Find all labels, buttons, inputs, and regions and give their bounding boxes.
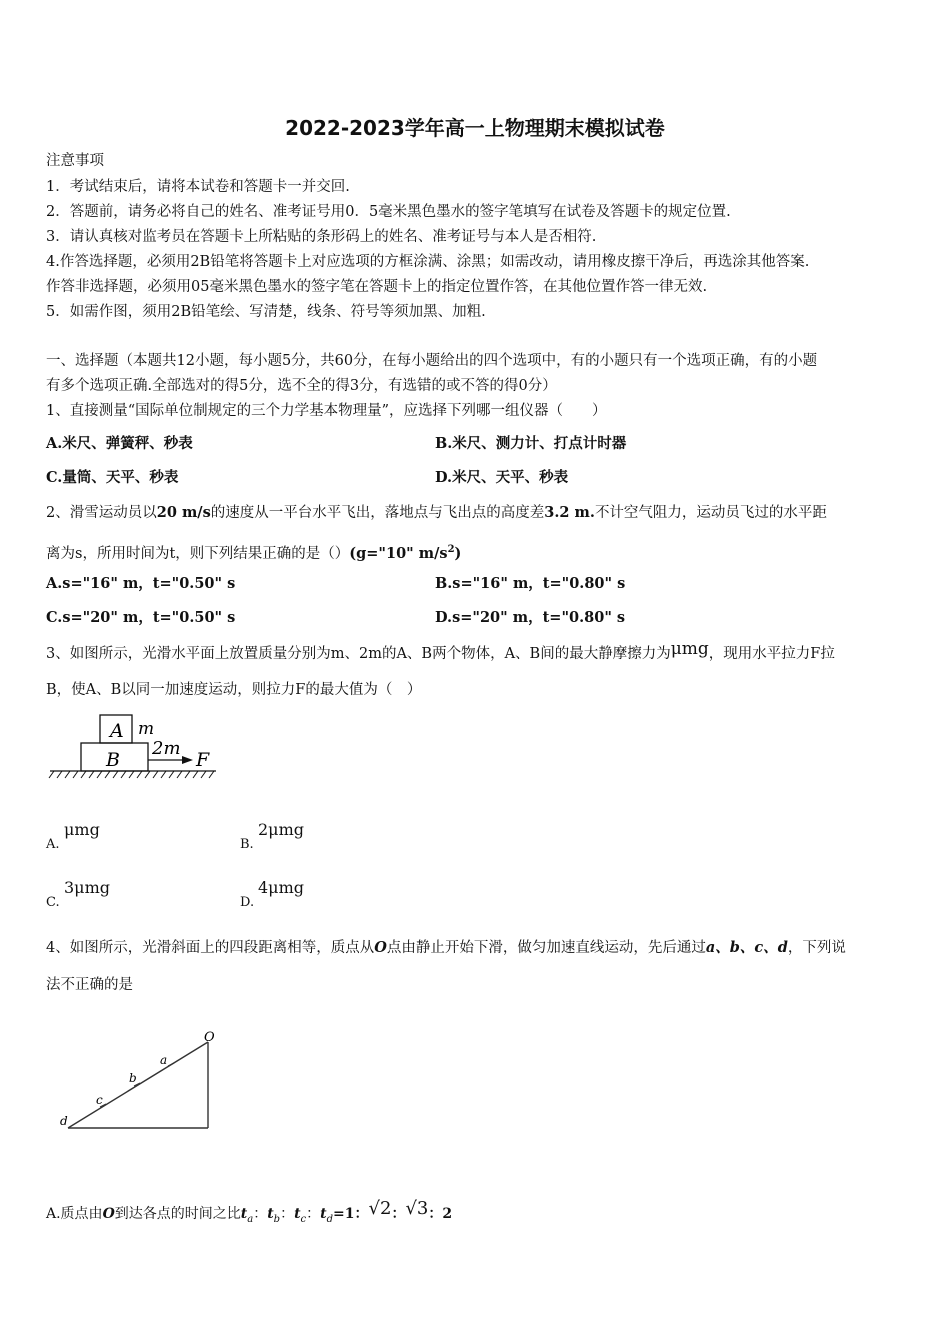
label-b: b (129, 1071, 137, 1085)
notice-item-4-cont: 作答非选择题，必须用05毫米黑色墨水的签字笔在答题卡上的指定位置作答，在其他位置作答一律无效. (46, 279, 708, 295)
q1-option-b: B.米尺、测力计、打点计时器 (435, 435, 627, 452)
q1-option-a: A.米尺、弹簧秤、秒表 (46, 435, 193, 452)
q1-option-c: C.量筒、天平、秒表 (46, 469, 179, 486)
q3-option-a-letter: A. (46, 837, 60, 852)
q2-option-a: A.s="16" m，t="0.50" s (46, 575, 236, 592)
q2-speed: 20 m/s (156, 504, 211, 521)
q2-stem-1e: 不计空气阻力，运动员飞过的水平距 (594, 505, 827, 521)
q4-a-sqrt2: √2 (368, 1198, 392, 1219)
q3-stem-1b: ，现用水平拉力F拉 (708, 646, 835, 662)
q3-option-a-value: μmg (64, 820, 100, 839)
q2-stem-line1 (46, 503, 827, 523)
q4-stem-line2: 法不正确的是 (46, 977, 133, 993)
q3-option-c-letter: C. (46, 895, 60, 910)
q4-stem-line1 (46, 938, 846, 958)
q2-stem-line2 (46, 540, 461, 564)
q4-a-sub-c: c (300, 1213, 307, 1225)
label-d: d (60, 1114, 68, 1128)
q4-a-text-1: A.质点由 (46, 1206, 103, 1222)
ground-hatching (49, 771, 214, 778)
q3-option-d-value: 4μmg (258, 878, 304, 897)
q2-g-close: ) (454, 544, 462, 562)
notice-item-5: 5．如需作图，须用2B铅笔绘、写清楚，线条、符号等须加黑、加粗. (46, 304, 486, 320)
q4-a-sqrt3: √3 (405, 1198, 429, 1219)
q2-option-d: D.s="20" m，t="0.80" s (435, 609, 626, 626)
q4-stem-1c: ，下列说 (787, 940, 846, 956)
q4-stem-1a: 4、如图所示，光滑斜面上的四段距离相等，质点从 (46, 940, 375, 956)
q3-max-friction: μmg (670, 639, 709, 659)
q3-stem-line1 (46, 639, 835, 664)
q3-figure-blocks (48, 710, 223, 785)
notice-item-2: 2．答题前，请务必将自己的姓名、准考证号用0．5毫米黑色墨水的签字笔填写在试卷及答题卡的规定位置. (46, 204, 731, 220)
q1-stem: 1、直接测量“国际单位制规定的三个力学基本物理量”，应选择下列哪一组仪器（ ） (46, 403, 607, 419)
label-2m: 2m (152, 738, 181, 759)
q4-a-sep1: ： (391, 1206, 406, 1222)
q3-option-b-value: 2μmg (258, 820, 304, 839)
q4-a-eq: =1： (333, 1206, 369, 1222)
notice-heading: 注意事项 (46, 153, 104, 169)
notice-item-1: 1．考试结束后，请将本试卷和答题卡一并交回. (46, 179, 350, 195)
q3-option-c-value: 3μmg (64, 878, 110, 897)
label-a: a (160, 1053, 168, 1067)
q4-a-sep2: ： (428, 1206, 443, 1222)
q4-stem-1b: 点由静止开始下滑，做匀加速直线运动，先后通过 (386, 940, 706, 956)
q4-a-sub-b: b (273, 1213, 281, 1225)
q2-g-exponent: 2 (447, 544, 455, 555)
label-b: B (106, 749, 120, 771)
q3-option-d-letter: D. (240, 895, 255, 910)
q2-option-b: B.s="16" m，t="0.80" s (435, 575, 626, 592)
label-o: O (204, 1030, 215, 1045)
incline-slope (68, 1042, 208, 1128)
section-heading-line2: 有多个选项正确.全部选对的得5分，选不全的得3分，有选错的或不答的得0分） (46, 378, 557, 394)
q4-a-t1: t (240, 1206, 248, 1222)
label-a: A (110, 720, 124, 742)
q4-a-t3: t (294, 1206, 301, 1222)
q4-option-a: A.质点由O到达各点的时间之比$t_a$：$t_b$：$t_c$：$t_d=1$：√2：√3：2 (46, 1198, 453, 1225)
q4-point-o: O (374, 939, 387, 956)
q3-stem-1a: 3、如图所示，光滑水平面上放置质量分别为m、2m的A、B两个物体，A、B间的最大静摩擦力为 (46, 646, 671, 662)
label-m: m (138, 719, 155, 739)
q2-stem-1c: 的速度从一平台水平飞出，落地点与飞出点的高度差 (210, 505, 545, 521)
notice-item-3: 3．请认真核对监考员在答题卡上所粘贴的条形码上的姓名、准考证号与本人是否相符. (46, 229, 597, 245)
q4-a-sub-a: a (247, 1213, 254, 1225)
q4-a-end: 2 (442, 1206, 453, 1222)
q3-option-b-letter: B. (240, 837, 254, 852)
q2-stem-2a: 离为s，所用时间为t，则下列结果正确的是（） (46, 545, 350, 562)
q2-stem-1a: 2、滑雪运动员以 (46, 505, 157, 521)
force-arrow-head (182, 756, 193, 764)
q2-option-c: C.s="20" m，t="0.50" s (46, 609, 236, 626)
label-f: F (196, 749, 210, 771)
q2-g-value: (g="10" m/s (349, 544, 448, 562)
q4-a-t4: t (320, 1206, 327, 1222)
q4-points: a、b、c、d (705, 939, 788, 956)
q4-a-t2: t (267, 1206, 274, 1222)
page-title: 2022-2023学年高一上物理期末模拟试卷 (285, 116, 665, 140)
label-c: c (96, 1093, 103, 1107)
q4-a-text-2: 到达各点的时间之比 (114, 1206, 241, 1222)
q1-option-d: D.米尺、天平、秒表 (435, 469, 569, 486)
section-heading-line1: 一、选择题（本题共12小题，每小题5分，共60分，在每小题给出的四个选项中，有的小题只有一个选项正确，有的小题 (46, 353, 818, 369)
q2-height: 3.2 m. (544, 504, 595, 521)
q3-stem-line2: B，使A、B以同一加速度运动，则拉力F的最大值为（ ） (46, 682, 422, 698)
q4-figure-incline (56, 1028, 226, 1136)
notice-item-4: 4.作答选择题，必须用2B铅笔将答题卡上对应选项的方框涂满、涂黑；如需改动，请用橡皮擦干净后，再选涂其他答案. (46, 254, 810, 270)
q4-a-point-o: O (102, 1206, 115, 1222)
q4-a-sub-d: d (326, 1213, 334, 1225)
